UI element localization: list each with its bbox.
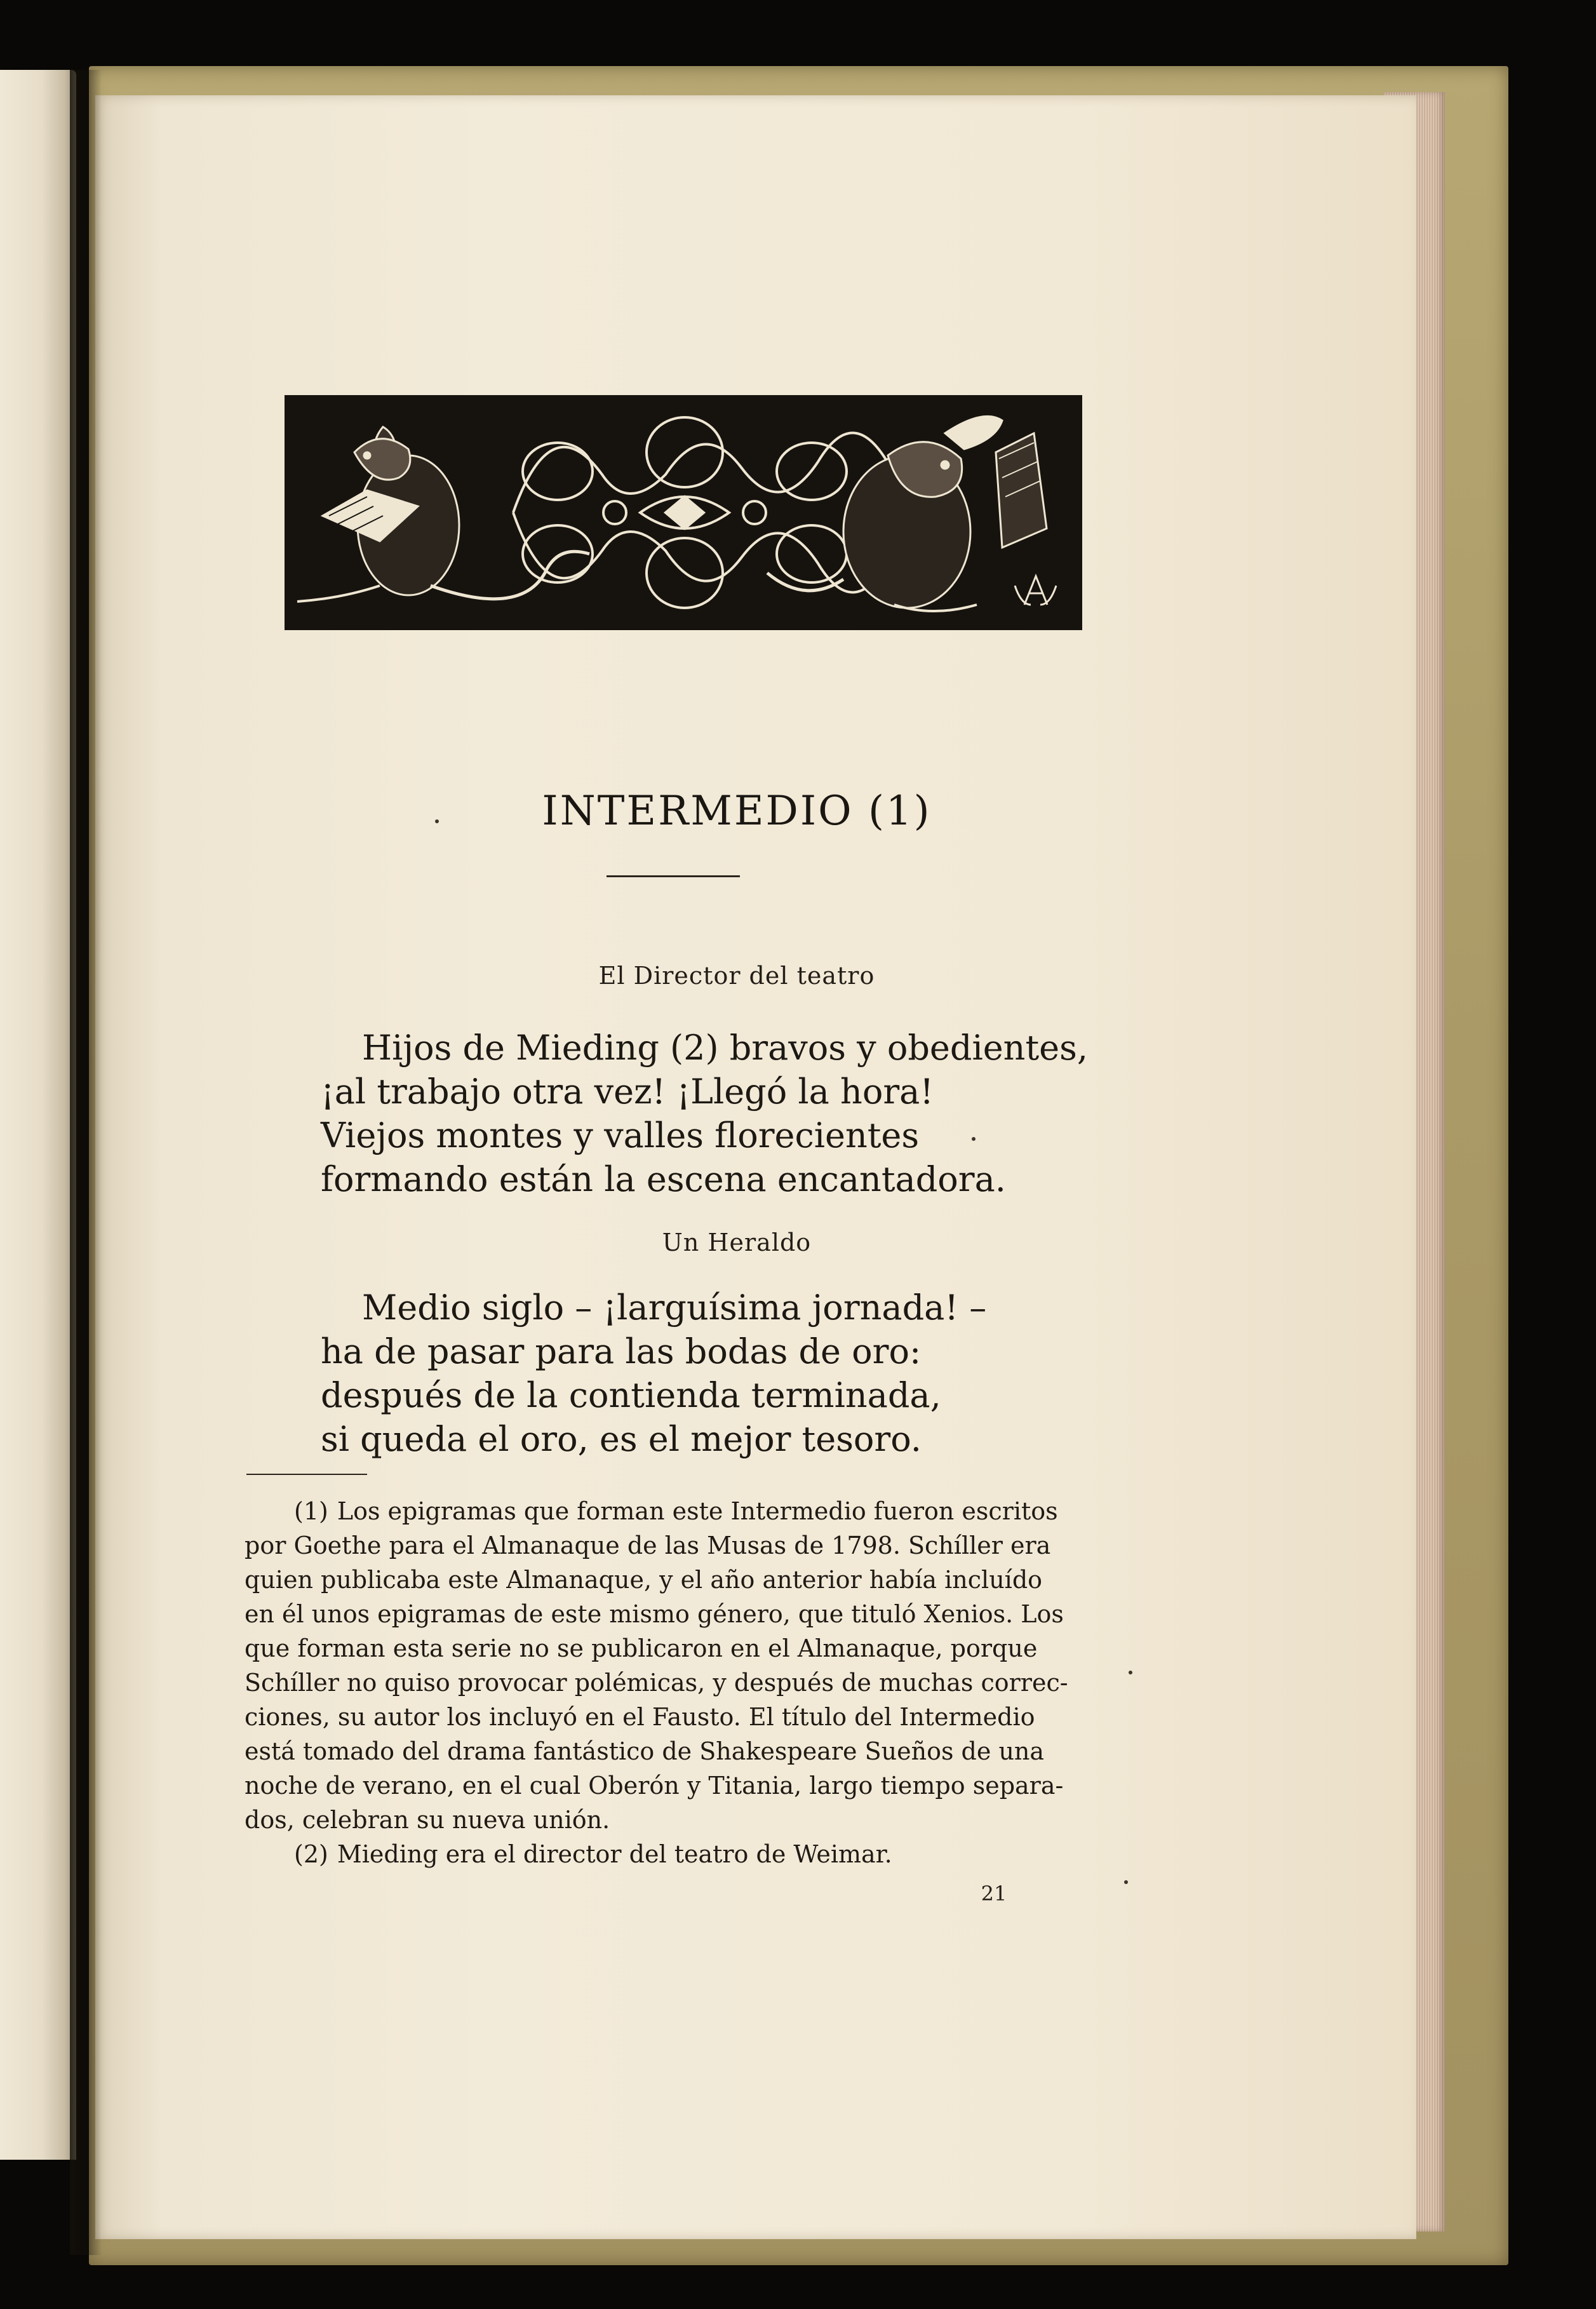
verse-line: si queda el oro, es el mejor tesoro. [321, 1419, 922, 1459]
verse-line: ha de pasar para las bodas de oro: [321, 1331, 922, 1371]
section-title [356, 788, 1118, 835]
verse-line: Medio siglo – ¡larguísima jornada! – [362, 1288, 987, 1328]
ink-speck [435, 819, 439, 823]
verse-line: Viejos montes y valles florecientes [321, 1115, 920, 1155]
speaker-heading: Un Heraldo [662, 1229, 812, 1256]
left-page-edge [0, 70, 76, 2160]
ink-speck [1124, 1880, 1128, 1884]
page-number: 21 [981, 1882, 1007, 1906]
ink-speck [972, 1137, 976, 1141]
footnote-line: está tomado del drama fantástico de Shakespeare Sueños de una [245, 1737, 1045, 1765]
footnote-line: (2) Mieding era el director del teatro de Weimar. [294, 1840, 892, 1868]
footnote-line: en él unos epigramas de este mismo género, que tituló Xenios. Los [245, 1600, 1064, 1628]
stanza [321, 1026, 1108, 1201]
footnote-line: que forman esta serie no se publicaron en el Almanaque, porque [245, 1634, 1038, 1662]
stanza [321, 1286, 1108, 1461]
speaker-heading: El Director del teatro [598, 962, 875, 990]
footnote-label: (2) [294, 1840, 328, 1868]
verse-line: formando están la escena encantadora. [321, 1159, 1006, 1199]
footnote-label: (1) [294, 1497, 328, 1525]
footnote-2 [245, 1837, 1102, 1871]
title-rule [607, 875, 740, 877]
gutter-shadow [70, 70, 102, 2255]
footnote-line: (1) Los epigramas que forman este Intermedio fueron escritos [294, 1497, 1058, 1525]
footnote-line: noche de verano, en el cual Oberón y Titania, largo tiempo separa- [245, 1772, 1064, 1800]
footnote-line: dos, celebran su nueva unión. [245, 1806, 610, 1834]
footnote-line: Schíller no quiso provocar polémicas, y después de muchas correc- [245, 1669, 1068, 1697]
footnote-rule [246, 1474, 367, 1475]
footnote-line: por Goethe para el Almanaque de las Musas de 1798. Schíller era [245, 1531, 1051, 1559]
ink-speck [1129, 1671, 1132, 1674]
section-title-text: INTERMEDIO [542, 788, 854, 835]
headpiece-vignette [285, 395, 1082, 630]
footnote-line: quien publicaba este Almanaque, y el año anterior había incluído [245, 1566, 1043, 1594]
verse-line: después de la contienda terminada, [321, 1375, 941, 1415]
title-note-reference: (1) [868, 788, 932, 835]
footnote-line: ciones, su autor los incluyó en el Fausto. El título del Intermedio [245, 1703, 1035, 1731]
verse-line: Hijos de Mieding (2) bravos y obedientes, [362, 1028, 1088, 1068]
verse-line: ¡al trabajo otra vez! ¡Llegó la hora! [321, 1072, 934, 1112]
footnotes [245, 1494, 1102, 1871]
footnote-1 [245, 1494, 1102, 1837]
